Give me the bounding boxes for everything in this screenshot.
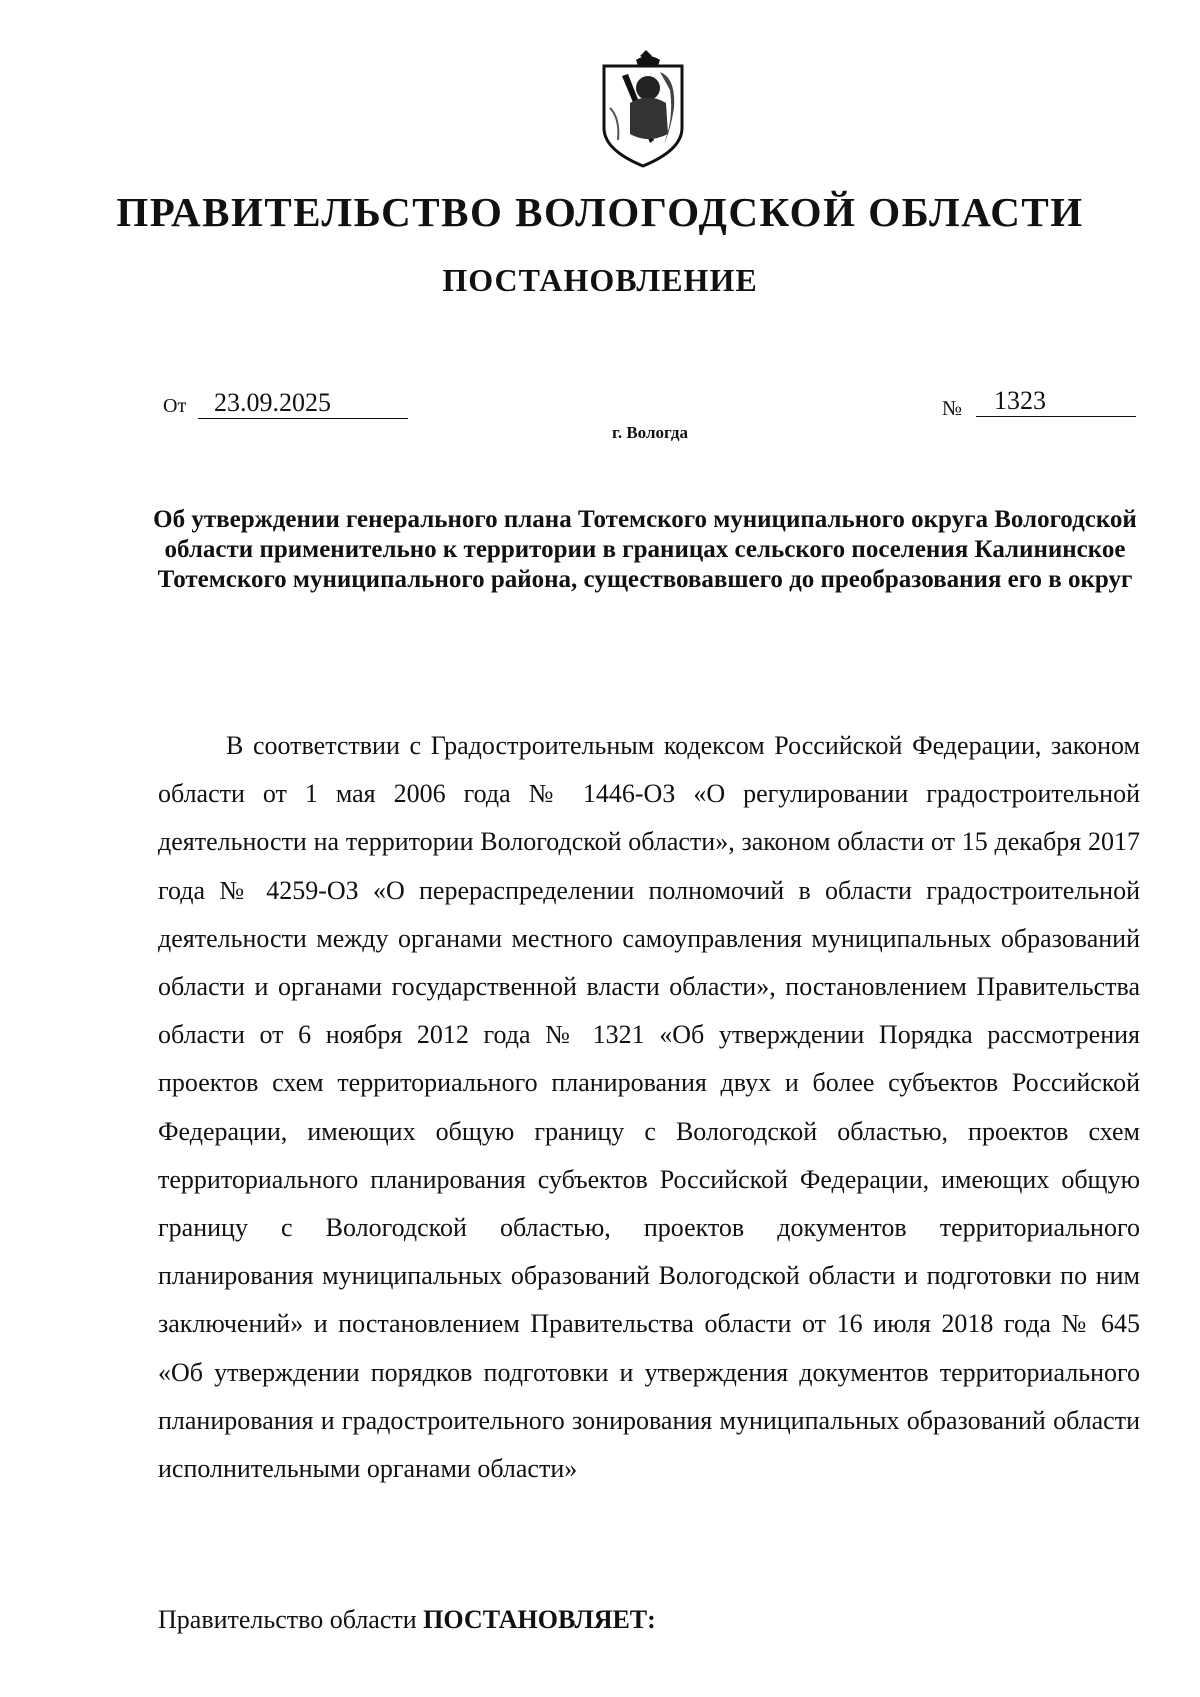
document-type: ПОСТАНОВЛЕНИЕ: [442, 262, 758, 298]
date-label: От: [163, 395, 187, 417]
city: г. Вологда: [612, 423, 688, 442]
coat-of-arms-icon: [600, 48, 686, 170]
document-subject: Об утверждении генерального плана Тотемского муниципального округа Вологодской области применительно к территории в границах сельского поселения Калининское Тотемского муниципального района, существовавшего до преобразования его в округ: [153, 506, 1137, 593]
resolution-line: [158, 1605, 656, 1635]
resolution-prefix: Правительство области: [158, 1605, 417, 1634]
resolution-word: ПОСТАНОВЛЯЕТ:: [423, 1605, 656, 1634]
number-label: №: [942, 396, 963, 420]
government-title: ПРАВИТЕЛЬСТВО ВОЛОГОДСКОЙ ОБЛАСТИ: [116, 189, 1084, 235]
preamble-paragraph: В соответствии с Градостроительным кодексом Российской Федерации, законом области от 1 мая 2006 года № 1446-ОЗ «О регулировании градостроительной деятельности на территории Вологодской области», законом области от 15 декабря 2017 года № 4259-ОЗ «О перераспределении полномочий в области градостроительной деятельности между органами местного самоуправления муниципальных образований области и органами государственной власти области», постановлением Правительства области от 6 ноября 2012 года № 1321 «Об утверждении Порядка рассмотрения проектов схем территориального планирования двух и более субъектов Российской Федерации, имеющих общую границу с Вологодской областью, проектов схем территориального планирования субъектов Российской Федерации, имеющих общую границу с Вологодской областью, проектов документов территориального планирования муниципальных образований Вологодской области и подготовки по ним заключений» и постановлением Правительства области от 16 июля 2018 года № 645 «Об утверждении порядков подготовки и утверждения документов территориального планирования и градостроительного зонирования муниципальных образований области исполнительными органами области»: [158, 731, 1140, 1484]
document-number: 1323: [976, 386, 1136, 417]
document-date: 23.09.2025: [198, 388, 408, 419]
